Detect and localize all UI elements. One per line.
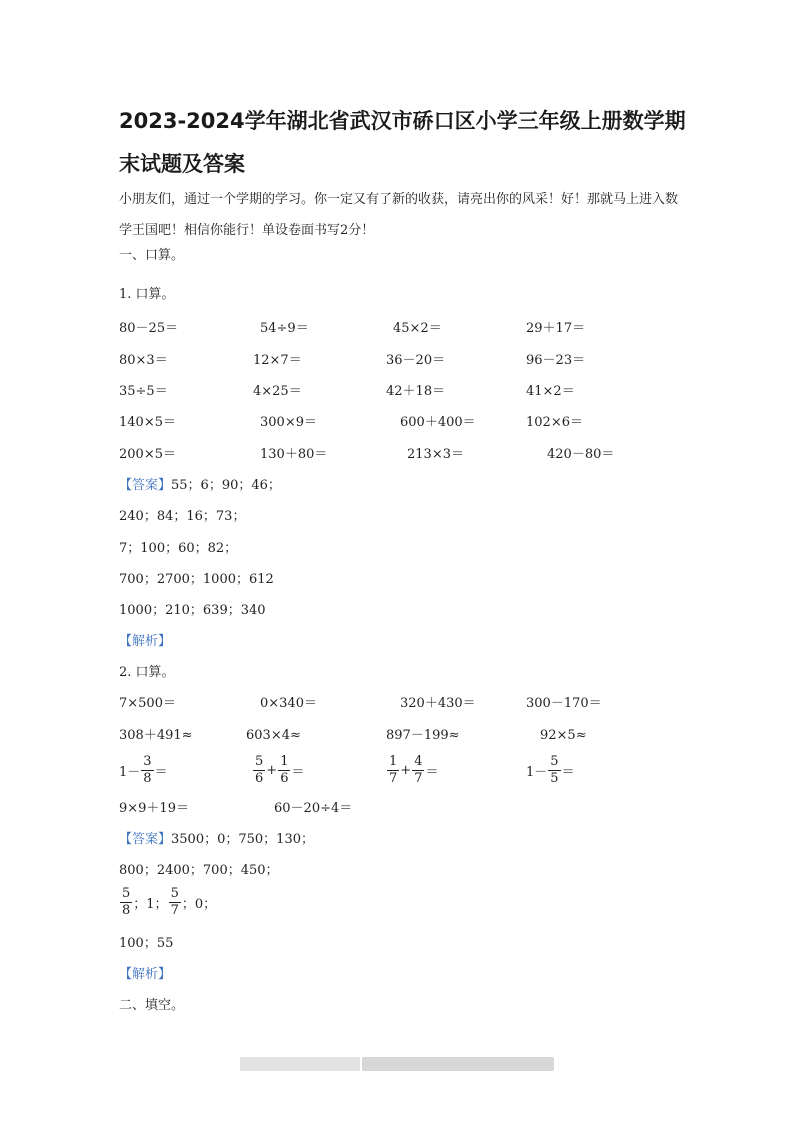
q1-item: 213×3＝ — [407, 447, 464, 462]
q2-item: 308＋491≈ — [119, 728, 193, 743]
q2-item: 92×5≈ — [540, 728, 587, 743]
q1-answer-line: 7；100；60；82； — [119, 541, 238, 556]
q1-answer-line: 700；2700；1000；612 — [119, 572, 274, 587]
q2-item: 0×340＝ — [260, 696, 317, 711]
answer-text: 55；6；90；46； — [171, 478, 281, 493]
q1-item: 35÷5＝ — [119, 384, 168, 399]
fraction: $\frac{1}{6}$ — [280, 754, 289, 786]
fraction: $\frac{3}{8}$ — [143, 754, 152, 786]
q1-answer-line: 240；84；16；73； — [119, 509, 246, 524]
q2-answer-line: 800；2400；700；450； — [119, 863, 279, 878]
question-2-label: 2. 口算。 — [119, 665, 175, 680]
answer-tag: 【答案】 — [119, 478, 172, 493]
q1-item: 12×7＝ — [253, 353, 302, 368]
fraction: $\frac{5}{7}$ — [170, 886, 179, 918]
q1-item: 41×2＝ — [526, 384, 575, 399]
fraction: $\frac{1}{7}$ — [389, 754, 398, 786]
q2-fraction-item: $\frac{5}{6}$ + $\frac{1}{6}$ ＝ — [255, 754, 305, 786]
intro-paragraph: 小朋友们，通过一个学期的学习。你一定又有了新的收获，请亮出你的风采！好！那就马上进入数学王国吧！相信你能行！单设卷面书写2分！ — [119, 192, 679, 238]
section-heading-2: 二、填空。 — [119, 998, 185, 1013]
q1-item: 42＋18＝ — [386, 384, 446, 399]
q1-item: 300×9＝ — [260, 415, 317, 430]
q1-item: 130＋80＝ — [260, 447, 328, 462]
fraction: $\frac{5}{5}$ — [550, 754, 559, 786]
q1-answer-line: 1000；210；639；340 — [119, 603, 266, 618]
q1-item: 80×3＝ — [119, 353, 168, 368]
q2-fraction-answer-line: $\frac{5}{8}$ ；1； $\frac{5}{7}$ ；0； — [122, 886, 217, 918]
q1-item: 4×25＝ — [253, 384, 302, 399]
q2-answer-line: 100；55 — [119, 936, 174, 951]
footer-watermark — [362, 1057, 554, 1071]
q2-item: 300－170＝ — [526, 696, 602, 711]
q2-fraction-item: $\frac{1}{7}$ + $\frac{4}{7}$ ＝ — [389, 754, 439, 786]
q1-analysis-tag: 【解析】 — [119, 634, 172, 649]
q2-fraction-item: 1－ $\frac{3}{8}$ ＝ — [119, 754, 168, 786]
q1-item: 600＋400＝ — [400, 415, 476, 430]
q1-item: 54÷9＝ — [260, 321, 309, 336]
q2-answer-line — [119, 831, 314, 849]
fraction: $\frac{5}{6}$ — [255, 754, 264, 786]
q1-item: 420－80＝ — [547, 447, 615, 462]
footer-watermark — [240, 1057, 360, 1071]
q2-item: 7×500＝ — [119, 696, 176, 711]
q1-item: 200×5＝ — [119, 447, 176, 462]
q2-item: 9×9＋19＝ — [119, 801, 189, 816]
q2-item: 897－199≈ — [386, 728, 460, 743]
q2-item: 320＋430＝ — [400, 696, 476, 711]
answer-tag: 【答案】 — [119, 832, 172, 847]
q1-answer-line — [119, 477, 281, 495]
q1-item: 36－20＝ — [386, 353, 446, 368]
fraction: $\frac{5}{8}$ — [122, 886, 131, 918]
q1-item: 102×6＝ — [526, 415, 583, 430]
question-1-label: 1. 口算。 — [119, 287, 175, 302]
q2-analysis-tag: 【解析】 — [119, 967, 172, 982]
q2-item: 603×4≈ — [246, 728, 301, 743]
answer-text: 3500；0；750；130； — [171, 832, 314, 847]
q2-fraction-item: 1－ $\frac{5}{5}$ ＝ — [526, 754, 575, 786]
q1-item: 80－25＝ — [119, 321, 179, 336]
section-heading-1: 一、口算。 — [119, 248, 185, 263]
q1-item: 140×5＝ — [119, 415, 176, 430]
q1-item: 45×2＝ — [393, 321, 442, 336]
q1-item: 29＋17＝ — [526, 321, 586, 336]
fraction: $\frac{4}{7}$ — [414, 754, 423, 786]
q2-item: 60－20÷4＝ — [274, 801, 353, 816]
document-title: 2023-2024学年湖北省武汉市硚口区小学三年级上册数学期末试题及答案 — [119, 109, 686, 176]
q1-item: 96－23＝ — [526, 353, 586, 368]
